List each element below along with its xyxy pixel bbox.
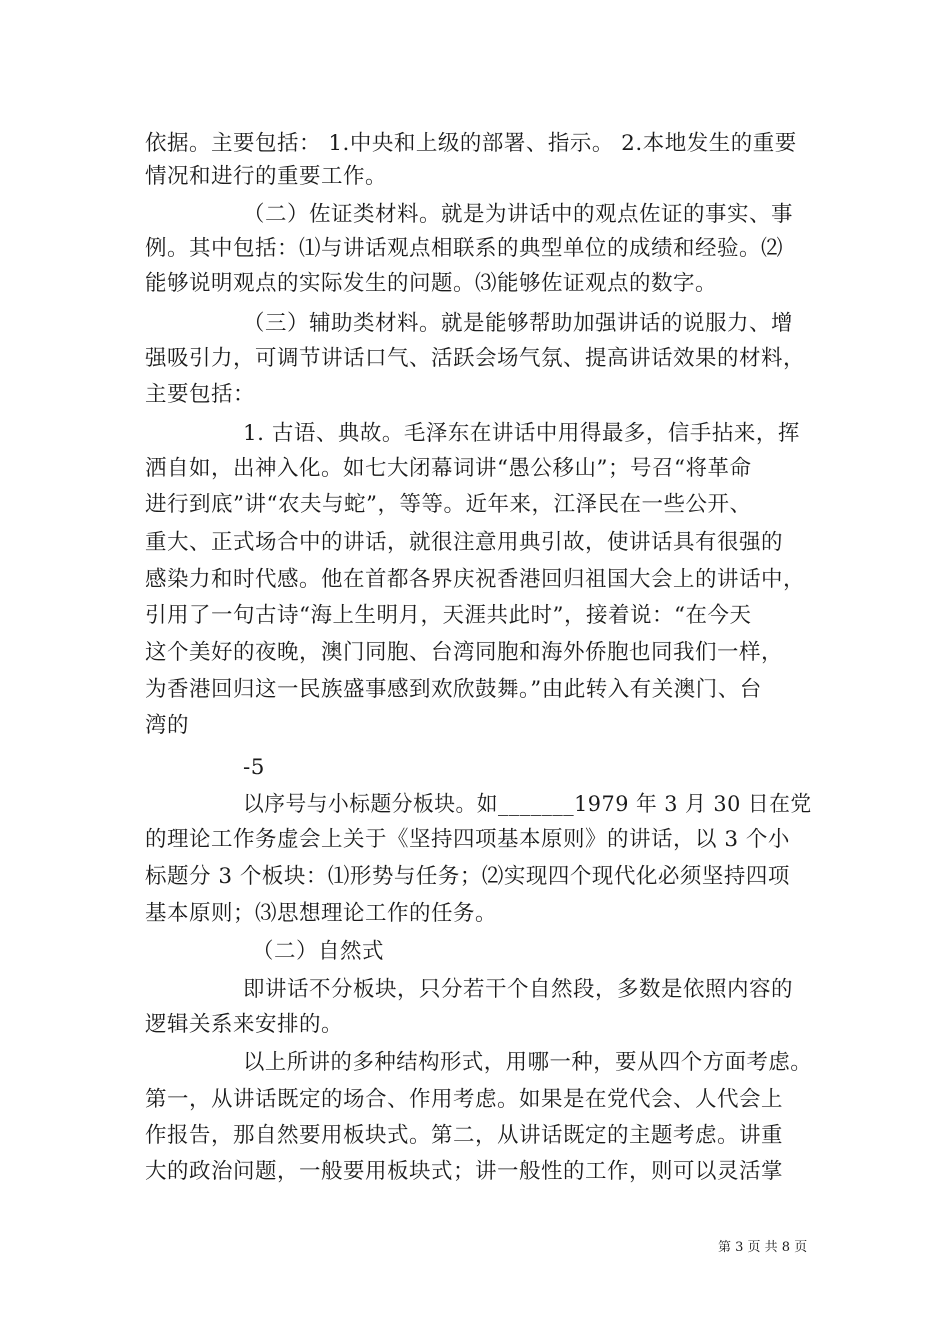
text-line: 基本原则；⑶思想理论工作的任务。 — [145, 901, 498, 926]
text-line: 逻辑关系来安排的。 — [145, 1012, 344, 1037]
text-line: 引用了一句古诗“海上生明月，天涯共此时”，接着说：“在今天 — [145, 603, 752, 628]
text-line: 1. 古语、典故。毛泽东在讲话中用得最多，信手拈来，挥 — [243, 421, 800, 446]
page-number: 第 3 页 共 8 页 — [718, 1240, 808, 1255]
text-line: 第一，从讲话既定的场合、作用考虑。如果是在党代会、人代会上 — [145, 1087, 784, 1112]
text-line: 湾的 — [145, 713, 190, 738]
text-line: 重大、正式场合中的讲话，就很注意用典引故，使讲话具有很强的 — [145, 530, 784, 555]
text-line: 以上所讲的多种结构形式，用哪一种，要从四个方面考虑。 — [243, 1050, 813, 1075]
text-line: 进行到底”讲“农夫与蛇”，等等。近年来，江泽民在一些公开、 — [145, 492, 752, 517]
text-line: 作报告，那自然要用板块式。第二，从讲话既定的主题考虑。讲重 — [145, 1123, 784, 1148]
text-line: 洒自如，出神入化。如七大闭幕词讲“愚公移山”；号召“将革命 — [145, 456, 752, 481]
text-line: 这个美好的夜晚，澳门同胞、台湾同胞和海外侨胞也同我们一样， — [145, 640, 784, 665]
text-line: 即讲话不分板块，只分若干个自然段，多数是依照内容的 — [243, 977, 794, 1002]
text-line: 能够说明观点的实际发生的问题。⑶能够佐证观点的数字。 — [145, 271, 718, 296]
text-line: 依据。主要包括： 1.中央和上级的部署、指示。 2.本地发生的重要 — [145, 131, 797, 156]
section-heading: （二）自然式 — [252, 939, 385, 964]
text-line: 例。其中包括：⑴与讲话观点相联系的典型单位的成绩和经验。⑵ — [145, 236, 784, 261]
text-line: 以序号与小标题分板块。如_______1979 年 3 月 30 日在党 — [243, 792, 812, 817]
text-line: 大的政治问题，一般要用板块式；讲一般性的工作，则可以灵活掌 — [145, 1159, 784, 1184]
page-marker: -5 — [243, 755, 265, 780]
text-line: （二）佐证类材料。就是为讲话中的观点佐证的事实、事 — [243, 202, 794, 227]
text-line: 为香港回归这一民族盛事感到欢欣鼓舞。”由此转入有关澳门、台 — [145, 677, 762, 702]
text-line: 情况和进行的重要工作。 — [145, 164, 388, 189]
text-line: 主要包括： — [145, 382, 256, 407]
text-line: 标题分 3 个板块：⑴形势与任务；⑵实现四个现代化必须坚持四项 — [145, 864, 790, 889]
text-line: 感染力和时代感。他在首都各界庆祝香港回归祖国大会上的讲话中， — [145, 567, 806, 592]
text-line: 强吸引力，可调节讲话口气、活跃会场气氛、提高讲话效果的材料， — [145, 346, 806, 371]
text-line: （三）辅助类材料。就是能够帮助加强讲话的说服力、增 — [243, 311, 794, 336]
text-line: 的理论工作务虚会上关于《坚持四项基本原则》的讲话，以 3 个小 — [145, 827, 790, 852]
